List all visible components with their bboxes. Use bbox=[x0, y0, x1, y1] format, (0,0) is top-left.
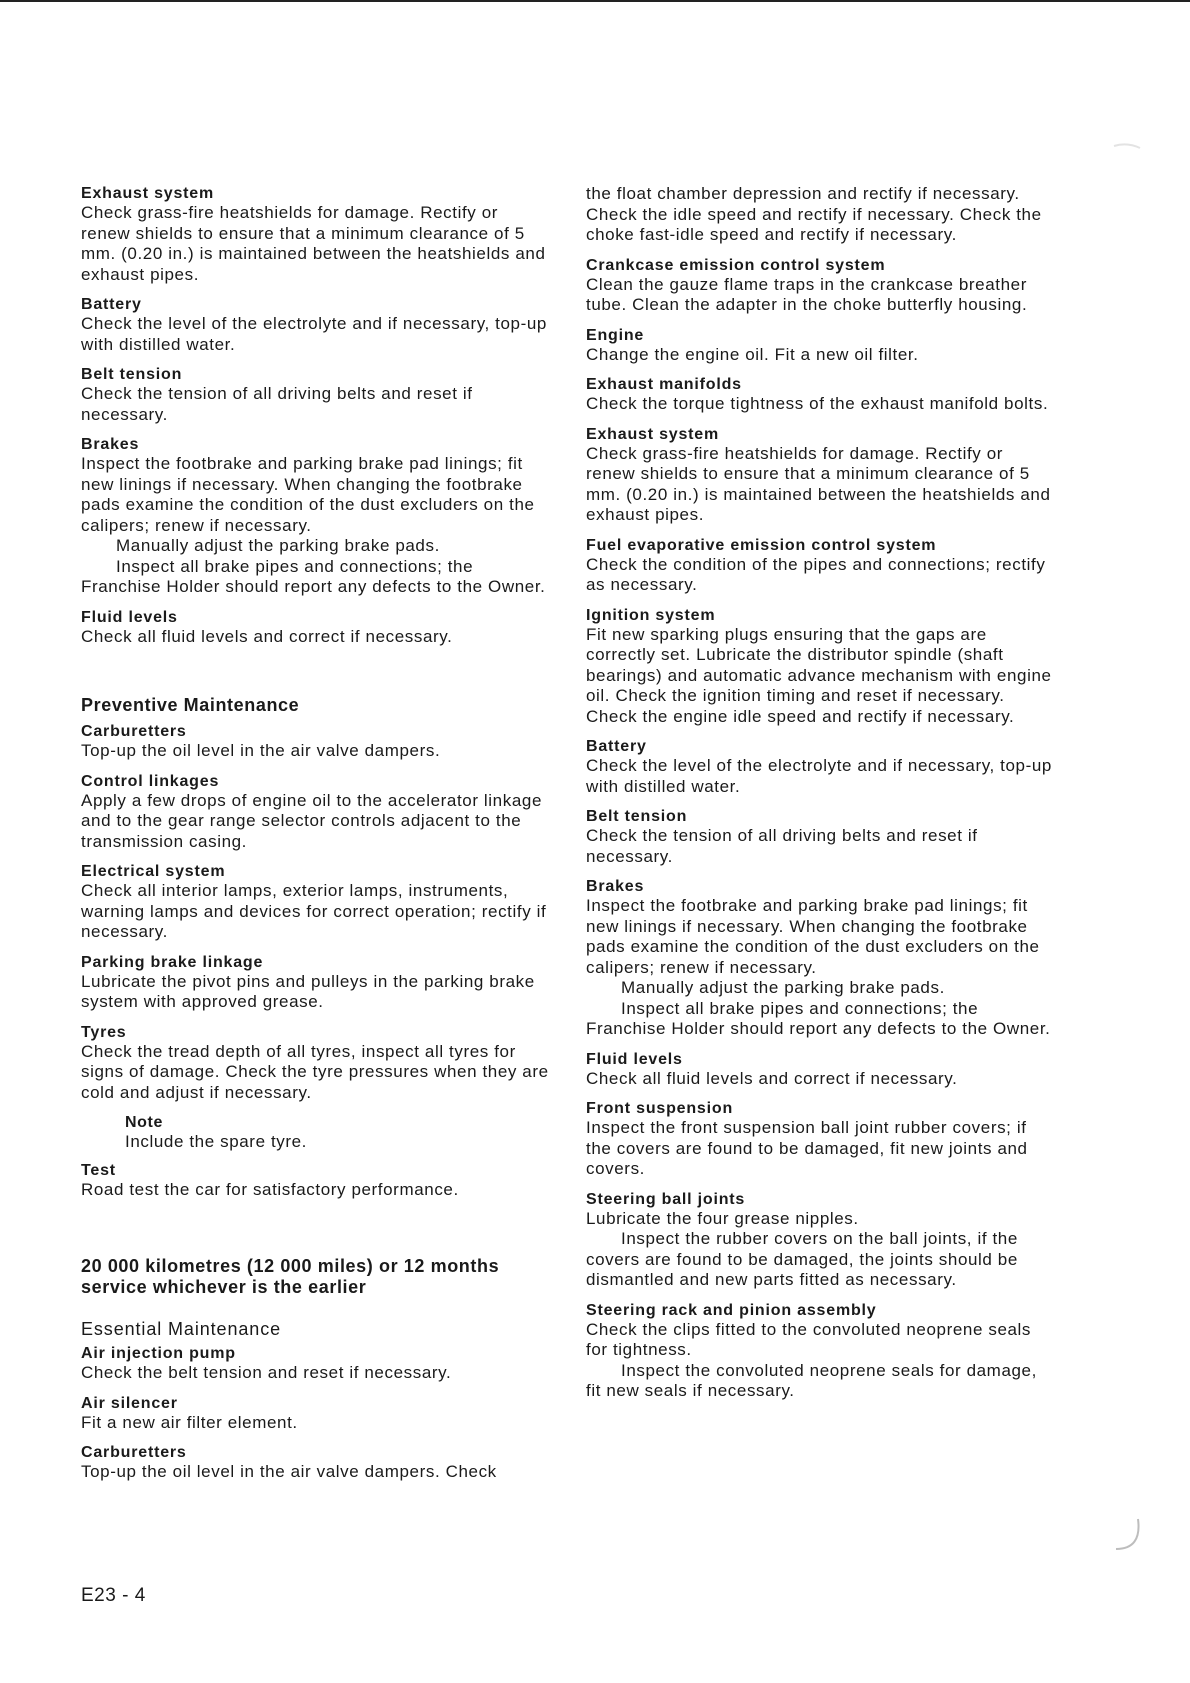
binding-mark-top bbox=[1112, 140, 1142, 154]
section-heading: Ignition system bbox=[586, 606, 716, 624]
section-text: Check the clips fitted to the convoluted neoprene seals for tightness. bbox=[586, 1319, 1032, 1359]
section bbox=[586, 877, 1056, 1040]
section-text: Inspect the rubber covers on the ball joints, if the covers are found to be damaged, the joints should be dismantled and new parts fitted as necessary. bbox=[586, 1229, 1018, 1289]
section bbox=[81, 184, 551, 285]
section-text: Check the level of the electrolyte and if necessary, top-up with distilled water. bbox=[81, 314, 547, 354]
page-number: E23 - 4 bbox=[81, 1585, 146, 1606]
binding-mark-bottom bbox=[1112, 1515, 1144, 1555]
section-heading: Carburetters bbox=[81, 1444, 187, 1461]
section-text: Check the tension of all driving belts and reset if necessary. bbox=[81, 384, 473, 424]
section-text: Manually adjust the parking brake pads. bbox=[621, 978, 945, 997]
section bbox=[81, 722, 551, 762]
section bbox=[81, 295, 551, 355]
section bbox=[586, 737, 1056, 797]
section-heading: Front suspension bbox=[586, 1100, 734, 1117]
section bbox=[586, 1050, 1056, 1090]
section-heading: Brakes bbox=[586, 878, 645, 895]
section-text: Manually adjust the parking brake pads. bbox=[116, 536, 440, 555]
section bbox=[586, 375, 1056, 415]
section-text: Inspect the front suspension ball joint rubber covers; if the covers are found to be damaged, fit new joints and covers. bbox=[586, 1118, 1028, 1178]
section-text: Inspect all brake pipes and connections; the Franchise Holder should report any defects to the Owner. bbox=[586, 998, 1051, 1038]
section-heading: Steering rack and pinion assembly bbox=[586, 1301, 877, 1319]
section-text: Check the torque tightness of the exhaust manifold bolts. bbox=[586, 394, 1049, 413]
section-text: Lubricate the pivot pins and pulleys in the parking brake system with approved grease. bbox=[81, 971, 535, 1011]
test-text: Road test the car for satisfactory performance. bbox=[81, 1179, 459, 1199]
section-text: Check the tension of all driving belts and reset if necessary. bbox=[586, 826, 978, 866]
section-heading: Exhaust manifolds bbox=[586, 376, 742, 393]
section bbox=[81, 435, 551, 598]
section-heading: Steering ball joints bbox=[586, 1190, 746, 1208]
section bbox=[586, 606, 1056, 728]
section bbox=[586, 326, 1056, 366]
section-heading: Control linkages bbox=[81, 772, 220, 790]
section-text: Top-up the oil level in the air valve dampers. bbox=[81, 741, 441, 760]
section-text: Lubricate the four grease nipples. bbox=[586, 1208, 859, 1228]
section-text: Inspect the footbrake and parking brake pad linings; fit new linings if necessary. When changing the footbrake pads examine the condition of the dust excluders on the calipers; renew if necessary. bbox=[586, 896, 1040, 977]
section-text: Check all fluid levels and correct if necessary. bbox=[586, 1068, 958, 1088]
note-heading: Note bbox=[125, 1114, 163, 1131]
interval-heading: 20 000 kilometres (12 000 miles) or 12 months service whichever is the earlier bbox=[81, 1256, 500, 1297]
tyres-note bbox=[125, 1113, 551, 1153]
left-column bbox=[81, 184, 551, 1493]
section-text: Inspect all brake pipes and connections; the Franchise Holder should report any defects to the Owner. bbox=[81, 556, 546, 596]
section bbox=[586, 256, 1056, 316]
page-top-rule bbox=[0, 0, 1190, 2]
section bbox=[586, 807, 1056, 867]
section bbox=[586, 425, 1056, 526]
essential-sections bbox=[81, 1344, 551, 1483]
section-heading: Air injection pump bbox=[81, 1345, 236, 1362]
left-top-sections bbox=[81, 184, 551, 647]
section bbox=[586, 1099, 1056, 1180]
preventive-maintenance-heading: Preventive Maintenance bbox=[81, 695, 300, 715]
section-heading: Belt tension bbox=[586, 808, 688, 825]
section-heading: Battery bbox=[586, 738, 647, 755]
section bbox=[586, 1190, 1056, 1291]
section-text: Check the level of the electrolyte and if necessary, top-up with distilled water. bbox=[586, 756, 1052, 796]
section-text: Top-up the oil level in the air valve dampers. Check bbox=[81, 1462, 497, 1481]
section-text: Inspect the convoluted neoprene seals for damage, fit new seals if necessary. bbox=[586, 1360, 1037, 1400]
section-text: Check the condition of the pipes and connections; rectify as necessary. bbox=[586, 554, 1046, 594]
section-text: Fit a new air filter element. bbox=[81, 1412, 298, 1432]
section-heading: Tyres bbox=[81, 1023, 127, 1041]
section-text: Change the engine oil. Fit a new oil filter. bbox=[586, 344, 919, 364]
section bbox=[81, 862, 551, 943]
preventive-sections bbox=[81, 722, 551, 1103]
section-heading: Carburetters bbox=[81, 723, 187, 740]
section-text: Check grass-fire heatshields for damage. Rectify or renew shields to ensure that a minimum clearance of 5 mm. (0.20 in.) is maintained between the heatshields and exhaust pipes. bbox=[81, 203, 546, 284]
section bbox=[81, 1443, 551, 1483]
section-text: Check the belt tension and reset if necessary. bbox=[81, 1363, 452, 1382]
section-heading: Brakes bbox=[81, 436, 140, 453]
section-heading: Fluid levels bbox=[586, 1050, 683, 1068]
test-section bbox=[81, 1161, 551, 1201]
right-column bbox=[586, 184, 1056, 1412]
section-heading: Air silencer bbox=[81, 1394, 178, 1412]
section-heading: Fluid levels bbox=[81, 608, 178, 626]
section-heading: Parking brake linkage bbox=[81, 953, 264, 971]
continuation-text: the float chamber depression and rectify if necessary. Check the idle speed and rectify if necessary. Check the choke fast-idle speed and rectify if necessary. bbox=[586, 184, 1042, 244]
section-heading: Engine bbox=[586, 326, 645, 344]
section bbox=[81, 772, 551, 853]
section-heading: Exhaust system bbox=[586, 425, 720, 443]
section-text: Check all fluid levels and correct if necessary. bbox=[81, 626, 453, 646]
section-text: Inspect the footbrake and parking brake pad linings; fit new linings if necessary. When changing the footbrake pads examine the condition of the dust excluders on the calipers; renew if necessary. bbox=[81, 454, 535, 535]
section bbox=[586, 1301, 1056, 1402]
section-heading: Exhaust system bbox=[81, 185, 215, 202]
section-text: Apply a few drops of engine oil to the accelerator linkage and to the gear range selector controls adjacent to the transmission casing. bbox=[81, 790, 543, 851]
section-text: Check grass-fire heatshields for damage. Rectify or renew shields to ensure that a minimum clearance of 5 mm. (0.20 in.) is maintained between the heatshields and exhaust pipes. bbox=[586, 443, 1051, 524]
section-heading: Fuel evaporative emission control system bbox=[586, 536, 937, 554]
section-heading: Crankcase emission control system bbox=[586, 256, 886, 274]
essential-maintenance-heading: Essential Maintenance bbox=[81, 1319, 282, 1339]
test-heading: Test bbox=[81, 1161, 116, 1179]
note-text: Include the spare tyre. bbox=[125, 1132, 308, 1151]
section bbox=[81, 1394, 551, 1434]
section-heading: Electrical system bbox=[81, 863, 226, 880]
section bbox=[81, 953, 551, 1013]
section bbox=[81, 608, 551, 648]
section bbox=[81, 1023, 551, 1104]
continuation-text-block bbox=[586, 184, 1056, 246]
section-text: Check all interior lamps, exterior lamps, instruments, warning lamps and devices for correct operation; rectify if necessary. bbox=[81, 881, 547, 941]
section-heading: Belt tension bbox=[81, 366, 183, 383]
section-text: Clean the gauze flame traps in the crankcase breather tube. Clean the adapter in the choke butterfly housing. bbox=[586, 274, 1028, 314]
section bbox=[81, 365, 551, 425]
section-text: Fit new sparking plugs ensuring that the gaps are correctly set. Lubricate the distributor spindle (shaft bearings) and automatic advance mechanism with engine oil. Check the ignition timing and reset if necessary. Check the engine idle speed and rectify if necessary. bbox=[586, 624, 1052, 726]
section-text: Check the tread depth of all tyres, inspect all tyres for signs of damage. Check the tyre pressures when they are cold and adjust if necessary. bbox=[81, 1041, 549, 1102]
section bbox=[81, 1344, 551, 1384]
section bbox=[586, 536, 1056, 596]
section-heading: Battery bbox=[81, 296, 142, 313]
right-sections bbox=[586, 256, 1056, 1402]
